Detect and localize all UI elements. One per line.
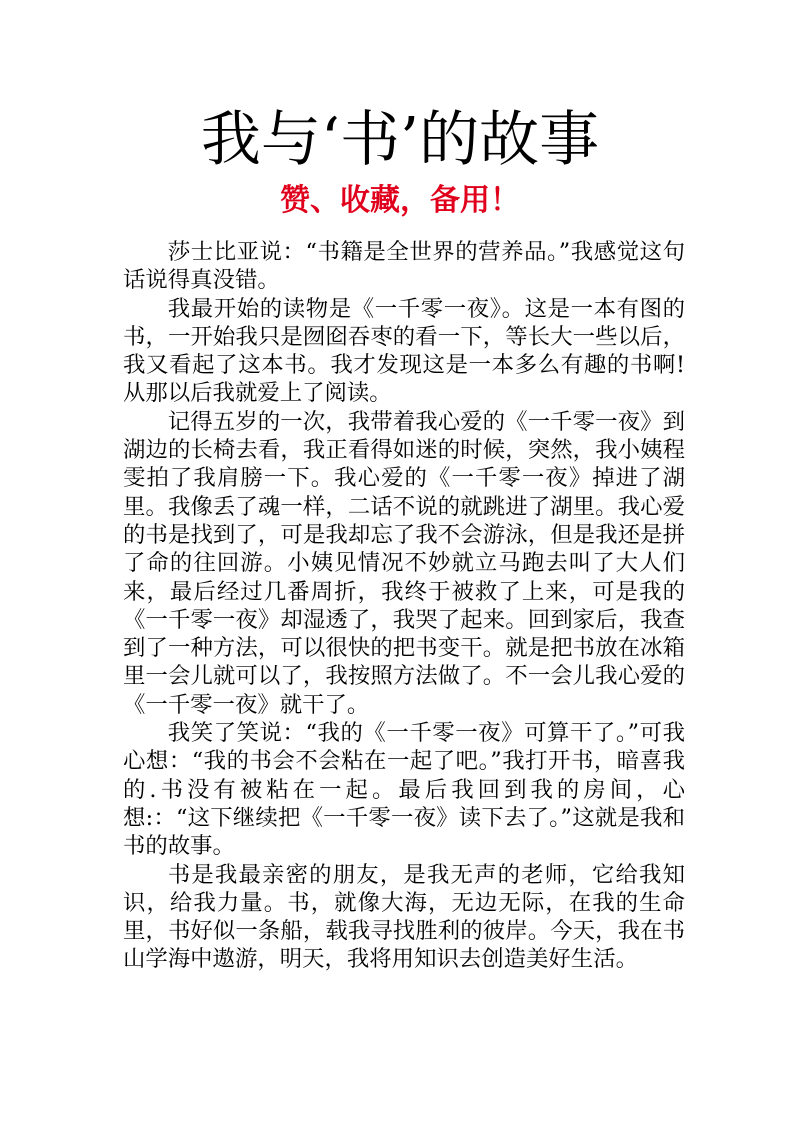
paragraph-4: 我笑了笑说：“我的《一千零一夜》可算干了。”可我心想：“我的书会不会粘在一起了吧。”我打开书，暗喜我的.书没有被粘在一起。最后我回到我的房间，心想:：“这下继续把《一千零一夜》读下去了。”这就是我和书的故事。	[123, 720, 685, 860]
paragraph-2: 我最开始的读物是《一千零一夜》。这是一本有图的书，一开始我只是囫囵吞枣的看一下，等长大一些以后，我又看起了这本书。我才发现这是一本多么有趣的书啊!从那以后我就爱上了阅读。	[123, 295, 685, 407]
paragraph-5: 书是我最亲密的朋友，是我无声的老师，它给我知识，给我力量。书，就像大海，无边无际，在我的生命里，书好似一条船，载我寻找胜利的彼岸。今天，我在书山学海中遨游，明天，我将用知识去创造美好生活。	[123, 861, 685, 973]
paragraph-1: 莎士比亚说：“书籍是全世界的营养品。”我感觉这句话说得真没错。	[123, 239, 685, 294]
document-subtitle: 赞、收藏，备用！	[280, 183, 520, 218]
document-title: 我与‘书’的故事	[200, 105, 600, 175]
document-body	[123, 238, 685, 974]
paragraph-3: 记得五岁的一次，我带着我心爱的《一千零一夜》到湖边的长椅去看，我正看得如迷的时候，突然，我小姨程雯拍了我肩膀一下。我心爱的《一千零一夜》掉进了湖里。我像丢了魂一样，二话不说的就跳进了湖里。我心爱的书是找到了，可是我却忘了我不会游泳，但是我还是拼了命的往回游。小姨见情况不妙就立马跑去叫了大人们来，最后经过几番周折，我终于被救了上来，可是我的《一千零一夜》却湿透了，我哭了起来。回到家后，我查到了一种方法，可以很快的把书变干。就是把书放在冰箱里一会儿就可以了，我按照方法做了。不一会儿我心爱的《一千零一夜》就干了。	[123, 408, 685, 718]
